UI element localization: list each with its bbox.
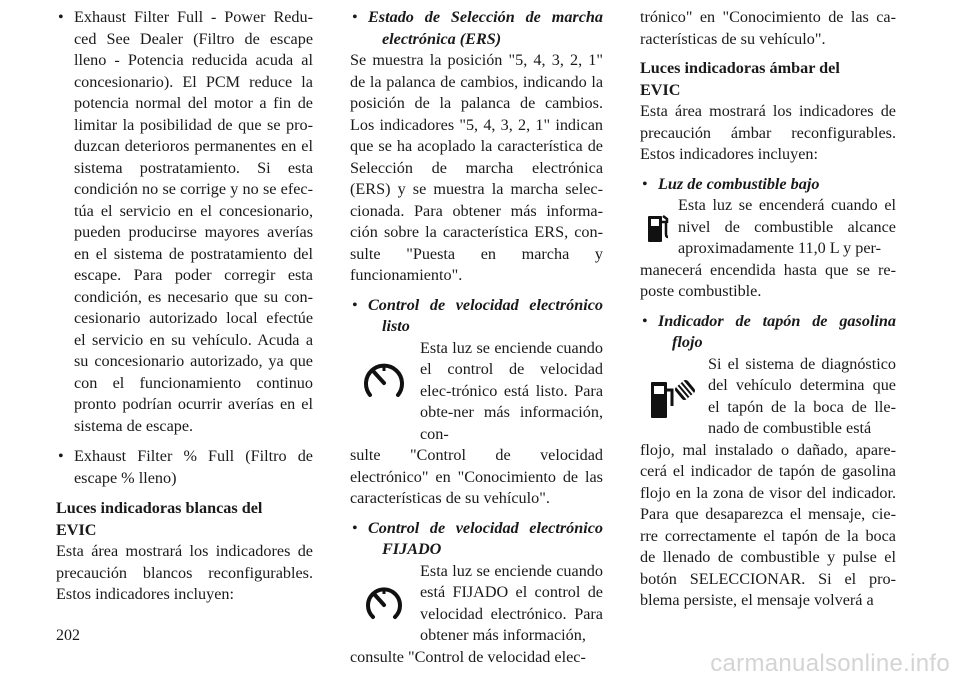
indicator-text: Esta luz se enciende cuando está FIJADO el control de velocidad electrónico. Para obtener más información,	[420, 561, 603, 644]
list-item	[56, 446, 313, 489]
bullet-dot: •	[642, 311, 648, 330]
item-title: Control de velocidad electrónico listo	[368, 295, 603, 335]
item-title: Estado de Selección de marcha electrónica (ERS)	[368, 8, 603, 48]
fuel-pump-icon	[640, 195, 676, 259]
loose-gas-cap-icon	[640, 354, 706, 440]
bullet-dot: •	[352, 8, 358, 26]
paragraph: flojo, mal instalado o dañado, apare-cerá el indicador de tapón de gasolina flojo en la zona de visor del indicador. Para que desaparezca el mensaje, cie-rre correctamente el tapón de la boca de llenado de combustible y pulse el botón SELECCIONAR. Si el pro-blema persiste, el mensaje volverá a	[640, 440, 896, 609]
item-title: Control de velocidad electrónico FIJADO	[368, 518, 603, 558]
paragraph: Esta área mostrará los indicadores de precaución ámbar reconfigurables. Estos indicadores incluyen:	[640, 102, 896, 163]
bullet-dot: •	[642, 174, 648, 193]
paragraph: consulte "Control de velocidad elec-	[350, 647, 586, 666]
column-left	[56, 7, 313, 606]
bullet-text: Exhaust Filter Full - Power Redu-ced See Dealer (Filtro de escape lleno - Potencia reducida acuda al concesionario). El PCM reduce la potencia normal del motor a fin de limitar la posibilidad de que se pro-duzcan deterioros permanentes en el sistema postratamiento. Si esta condición no se corrige y no se efec-túa el servicio en el concesionario, pueden producirse mayores averías en el sistema de postratamiento del escape. Para poder corregir esta condición, es necesario que su con-cesionario autorizado local efectúe el servicio en su vehículo. Acuda a su concesionario autorizado, ya que con el funcionamiento continuo pronto podrían ocurrir averías en el sistema de escape.	[74, 8, 313, 435]
bullet-dot: •	[58, 447, 64, 465]
indicator-row	[350, 338, 603, 446]
column-right	[640, 7, 896, 612]
list-item	[350, 295, 603, 338]
paragraph: trónico" en "Conocimiento de las ca-racterísticas de su vehículo".	[640, 8, 896, 48]
item-title: Luz de combustible bajo	[658, 174, 820, 193]
bullet-dot: •	[352, 518, 358, 537]
indicator-text: Esta luz se enciende cuando el control de velocidad elec-trónico está listo. Para obte-ner más información, con-	[420, 338, 603, 443]
list-item	[56, 7, 313, 437]
speedometer-set-icon	[350, 561, 418, 647]
bullet-text: Exhaust Filter % Full (Filtro de escape % lleno)	[74, 447, 313, 487]
bullet-dot: •	[58, 8, 64, 26]
paragraph: Esta área mostrará los indicadores de precaución blancos reconfigurables. Estos indicadores incluyen:	[56, 542, 313, 603]
section-heading: Luces indicadoras ámbar del EVIC	[640, 59, 840, 99]
list-item	[640, 174, 896, 196]
section-heading: Luces indicadoras blancas del EVIC	[56, 499, 263, 539]
watermark: carmanualsonline.info	[710, 649, 950, 677]
list-item	[640, 311, 896, 354]
paragraph: sulte "Control de velocidad electrónico" en "Conocimiento de las características de su vehículo".	[350, 446, 603, 507]
bullet-dot: •	[352, 295, 358, 314]
indicator-row	[640, 195, 896, 260]
indicator-row	[350, 561, 603, 647]
indicator-text: Esta luz se encenderá cuando el nivel de combustible alcance aproximadamente 11,0 L y per-	[678, 196, 896, 257]
speedometer-icon	[350, 338, 418, 424]
item-title: Indicador de tapón de gasolina flojo	[658, 311, 896, 351]
indicator-row	[640, 354, 896, 440]
paragraph: manecerá encendida hasta que se re-poste combustible.	[640, 260, 896, 300]
indicator-text: Si el sistema de diagnóstico del vehículo determina que el tapón de la boca de lle-nado de combustible está	[708, 354, 896, 437]
list-item	[350, 518, 603, 561]
list-item	[350, 7, 603, 50]
page-number: 202	[56, 627, 80, 644]
paragraph: Se muestra la posición "5, 4, 3, 2, 1" de la palanca de cambios, indicando la posición de la palanca de cambios. Los indicadores "5, 4, 3, 2, 1" indican que se ha acoplado la característica de Selección de marcha electrónica (ERS) y se muestra la marcha selec-cionada. Para obtener más informa-ción sobre la característica ERS, con-sulte "Puesta en marcha y funcionamiento".	[350, 51, 603, 284]
column-middle	[350, 7, 603, 668]
